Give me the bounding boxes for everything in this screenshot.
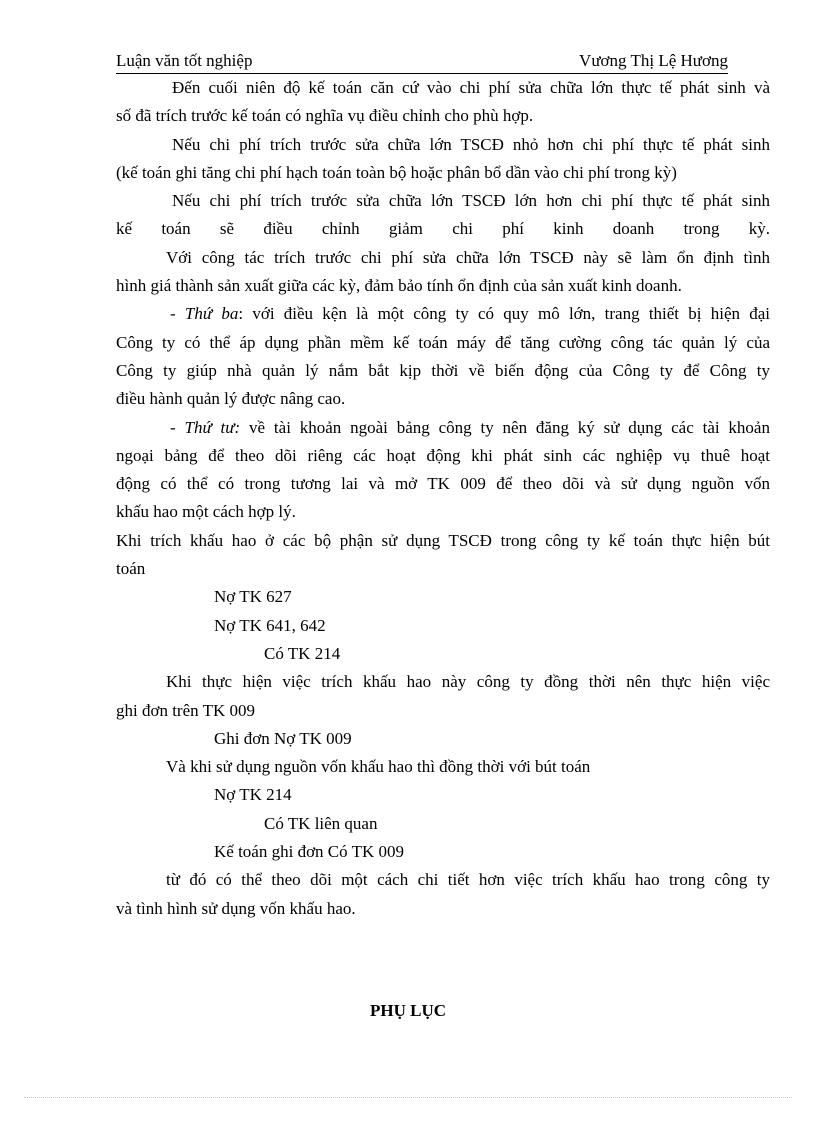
bullet-dash: -: [170, 417, 185, 437]
item-label-thu-ba: Thứ ba: [184, 304, 239, 324]
journal-entry: Có TK liên quan: [264, 813, 378, 833]
text-line: toán: [116, 559, 146, 579]
document-body: [116, 74, 770, 923]
text-line: Công ty giúp nhà quản lý nắm bắt kịp thời về biến động của Công ty để Công ty: [116, 360, 770, 380]
appendix-heading: PHỤ LỤC: [369, 1001, 447, 1020]
text-line: Với công tác trích trước chi phí sửa chữa lớn TSCĐ này sẽ làm ổn định tình: [166, 247, 770, 267]
text-line: (kế toán ghi tăng chi phí hạch toán toàn bộ hoặc phân bổ dần vào chi phí trong kỳ): [116, 162, 677, 182]
text-line: và tình hình sử dụng vốn khấu hao.: [116, 898, 356, 918]
text-line: ngoại bảng để theo dõi riêng các hoạt động khi phát sinh các nghiệp vụ thuê hoạt: [116, 445, 770, 465]
text-line: Nếu chi phí trích trước sửa chữa lớn TSCĐ nhỏ hơn chi phí thực tế phát sinh: [172, 134, 770, 154]
text-line: [116, 300, 770, 328]
text-line: Và khi sử dụng nguồn vốn khấu hao thì đồng thời với bút toán: [166, 757, 591, 777]
item-label-thu-tu: Thứ tư:: [184, 417, 241, 437]
text-line: điều hành quản lý được nâng cao.: [116, 389, 346, 409]
header-author: Vương Thị Lệ Hương: [579, 51, 728, 70]
text-line: Công ty có thể áp dụng phần mềm kế toán máy để tăng cường công tác quản lý của: [116, 332, 770, 352]
text-line: động có thể có trong tương lai và mở TK 009 để theo dõi và sử dụng nguồn vốn: [116, 474, 770, 494]
page-bottom-divider: [24, 1097, 792, 1098]
item-text: : với điều kện là một công ty có quy mô lớn, trang thiết bị hiện đại: [238, 304, 770, 324]
header-title: Luận văn tốt nghiệp: [116, 51, 253, 70]
text-line: từ đó có thể theo dõi một cách chi tiết hơn việc trích khấu hao trong công ty: [166, 870, 770, 890]
text-line: kế toán sẽ điều chỉnh giảm chi phí kinh doanh trong kỳ.: [116, 219, 770, 239]
text-line: hình giá thành sản xuất giữa các kỳ, đảm bảo tính ổn định của sản xuất kinh doanh.: [116, 276, 682, 296]
text-line: Khi thực hiện việc trích khấu hao này công ty đồng thời nên thực hiện việc: [166, 672, 770, 692]
text-line: Nếu chi phí trích trước sửa chữa lớn TSCĐ lớn hơn chi phí thực tế phát sinh: [172, 191, 770, 211]
item-text: về tài khoản ngoài bảng công ty nên đăng ký sử dụng các tài khoản: [240, 417, 770, 437]
text-line: Khi trích khấu hao ở các bộ phận sử dụng TSCĐ trong công ty kế toán thực hiện bút: [116, 530, 770, 550]
journal-entry: Nợ TK 214: [214, 785, 292, 805]
journal-entry: Có TK 214: [264, 643, 341, 663]
bullet-dash: -: [170, 304, 185, 324]
text-line: Đến cuối niên độ kế toán căn cứ vào chi phí sửa chữa lớn thực tế phát sinh và: [172, 78, 770, 97]
journal-entry: Nợ TK 641, 642: [214, 615, 326, 635]
journal-entry: Kế toán ghi đơn Có TK 009: [214, 842, 404, 862]
text-line: [116, 414, 770, 442]
text-line: khấu hao một cách hợp lý.: [116, 502, 296, 522]
journal-entry: Nợ TK 627: [214, 587, 292, 607]
text-line: ghi đơn trên TK 009: [116, 700, 255, 720]
journal-entry: Ghi đơn Nợ TK 009: [214, 728, 352, 748]
page-header: [116, 49, 728, 74]
text-line: số đã trích trước kế toán có nghĩa vụ điều chỉnh cho phù hợp.: [116, 106, 534, 126]
